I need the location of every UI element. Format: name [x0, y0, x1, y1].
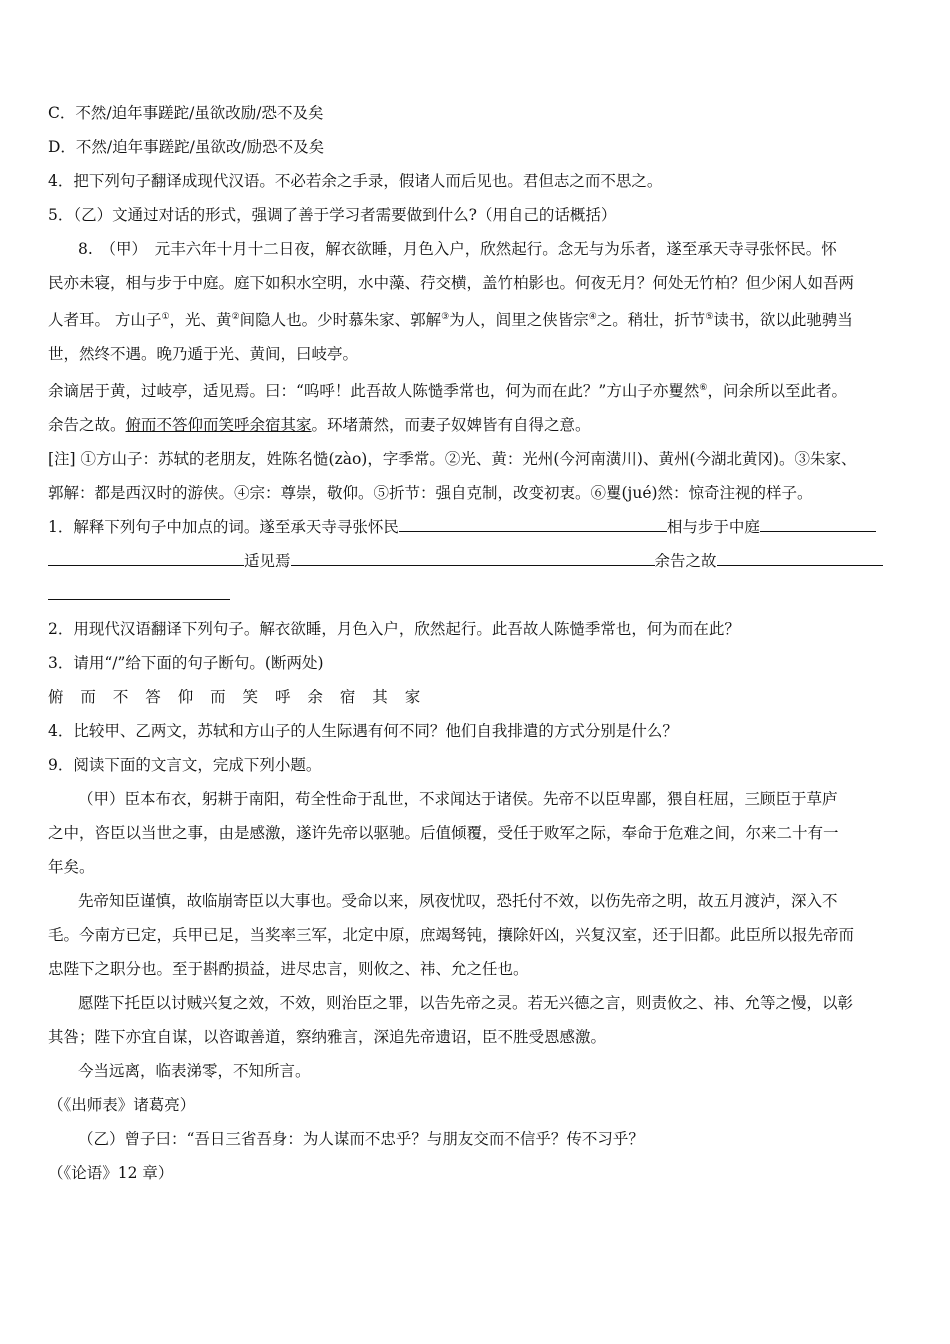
question-8-3-sentence: 俯 而 不 答 仰 而 笑 呼 余 宿 其 家	[48, 688, 427, 707]
answer-blank[interactable]	[48, 581, 230, 600]
passage-9a-line-5: 毛。今南方已定，兵甲已足，当奖率三军，北定中原，庶竭驽钝，攘除奸凶，兴复汉室，还于旧都。此臣所以报先帝而	[48, 926, 855, 945]
text-segment: ，问余所以至此者。	[707, 382, 847, 401]
question-8-1-cont	[48, 544, 908, 578]
question-8-4: 4．比较甲、乙两文，苏轼和方山子的人生际遇有何不同？他们自我排遣的方式分别是什么？	[48, 722, 678, 741]
answer-blank[interactable]	[399, 513, 667, 532]
passage-9a-line-7: 愿陛下托臣以讨贼兴复之效，不效，则治臣之罪，以告先帝之灵。若无兴德之言，则责攸之、祎、允等之慢，以彰	[78, 994, 854, 1013]
passage-9a-line-3: 年矣。	[48, 858, 95, 877]
footnote-marker: ①	[161, 312, 170, 322]
passage-9a-line-6: 忠陛下之职分也。至于斟酌损益，进尽忠言，则攸之、祎、允之任也。	[48, 960, 529, 979]
text-segment: 人者耳。 方山子	[48, 311, 162, 330]
passage-9a-line-9: 今当远离，临表涕零，不知所言。	[78, 1062, 311, 1081]
footnote-marker: ④	[588, 312, 597, 322]
underlined-sentence: 俯而不答仰而笑呼余宿其家	[125, 416, 312, 435]
passage-9a-line-1: （甲）臣本布衣，躬耕于南阳，苟全性命于乱世，不求闻达于诸侯。先帝不以臣卑鄙，猥自枉屈，三顾臣于草庐	[78, 790, 838, 809]
annotation-line-1: [注] ①方山子：苏轼的老朋友，姓陈名慥(zào)，字季常。②光、黄：光州(今河南潢川)、黄州(今湖北黄冈)。③朱家、	[48, 450, 857, 469]
passage-8-line-6	[48, 408, 908, 442]
passage-8-line-3	[48, 300, 908, 337]
question-text: 1．解释下列句子中加点的词。遂至承天寺寻张怀民	[48, 518, 399, 537]
text-segment: 为人，闾里之侠皆宗	[449, 311, 589, 330]
text-segment: 间隐人也。少时慕朱家、郭解	[239, 311, 442, 330]
footnote-marker: ③	[441, 312, 450, 322]
question-8-2: 2．用现代汉语翻译下列句子。解衣欲睡，月色入户，欣然起行。此吾故人陈慥季常也，何为而在此？	[48, 620, 740, 639]
question-8-1	[48, 510, 908, 544]
text-segment: 余谪居于黄，过岐亭，适见焉。曰：“呜呼！此吾故人陈慥季常也，何为而在此？”方山子亦矍然	[48, 382, 700, 401]
footnote-marker: ⑤	[705, 312, 714, 322]
passage-8-line-1: 8. （甲） 元丰六年十月十二日夜，解衣欲睡，月色入户，欣然起行。念无与为乐者，遂至承天寺寻张怀民。怀	[78, 240, 837, 258]
answer-blank[interactable]	[291, 547, 655, 566]
question-9-intro: 9．阅读下面的文言文，完成下列小题。	[48, 756, 322, 775]
annotation-line-2: 郭解：都是西汉时的游侠。④宗：尊崇，敬仰。⑤折节：强自克制，改变初衷。⑥矍(jué)然：惊奇注视的样子。	[48, 484, 813, 503]
passage-9a-line-4: 先帝知臣谨慎，故临崩寄臣以大事也。受命以来，夙夜忧叹，恐托付不效，以伤先帝之明，故五月渡泸，深入不	[78, 892, 838, 911]
question-text: 适见焉	[244, 552, 291, 571]
option-d: D．不然/迫年事蹉跎/虽欲改/励恐不及矣	[48, 138, 325, 156]
answer-blank[interactable]	[717, 547, 883, 566]
passage-9a-line-2: 之中，咨臣以当世之事，由是感激，遂许先帝以驱驰。后值倾覆，受任于败军之际，奉命于危难之间，尔来二十有一	[48, 824, 839, 843]
passage-9b-line-1: （乙）曾子曰：“吾日三省吾身：为人谋而不忠乎？与朋友交而不信乎？传不习乎？	[78, 1130, 644, 1149]
footnote-marker: ⑥	[699, 383, 708, 394]
passage-8-line-4: 世，然终不遇。晚乃遁于光、黄间，曰岐亭。	[48, 345, 359, 364]
answer-blank[interactable]	[760, 513, 876, 532]
passage-9a-line-8: 其咎；陛下亦宜自谋，以咨诹善道，察纳雅言，深追先帝遗诏，臣不胜受恩感激。	[48, 1028, 607, 1047]
question-8-3: 3．请用“/”给下面的句子断句。(断两处)	[48, 654, 324, 673]
document-page	[48, 96, 908, 1190]
question-text: 相与步于中庭	[666, 518, 760, 537]
text-segment: 读书，欲以此驰骋当	[713, 311, 853, 330]
text-segment: 之。稍壮，折节	[596, 311, 706, 330]
question-text: 余告之故	[654, 552, 717, 571]
answer-blank[interactable]	[48, 547, 244, 566]
passage-8-line-2: 民亦未寝，相与步于中庭。庭下如积水空明，水中藻、荇交横，盖竹柏影也。何夜无月？何处无竹柏？但少闲人如吾两	[48, 274, 855, 292]
option-c: C．不然/迫年事蹉跎/虽欲改励/恐不及矣	[48, 104, 324, 122]
footnote-marker: ②	[231, 312, 240, 322]
question-8-1-cont2	[48, 578, 908, 612]
text-segment: 。环堵萧然，而妻子奴婢皆有自得之意。	[311, 416, 591, 435]
text-segment: 余告之故。	[48, 416, 126, 435]
question-4-translate: 4．把下列句子翻译成现代汉语。不必若余之手录，假诸人而后见也。君但志之而不思之。	[48, 172, 663, 190]
text-segment: ，光、黄	[169, 311, 232, 330]
passage-8-line-5	[48, 371, 908, 408]
question-5-summary: 5．（乙）文通过对话的形式，强调了善于学习者需要做到什么?（用自己的话概括）	[48, 206, 617, 224]
passage-9a-source: （《出师表》诸葛亮）	[48, 1096, 196, 1115]
passage-9b-source: （《论语》12 章）	[48, 1164, 174, 1183]
